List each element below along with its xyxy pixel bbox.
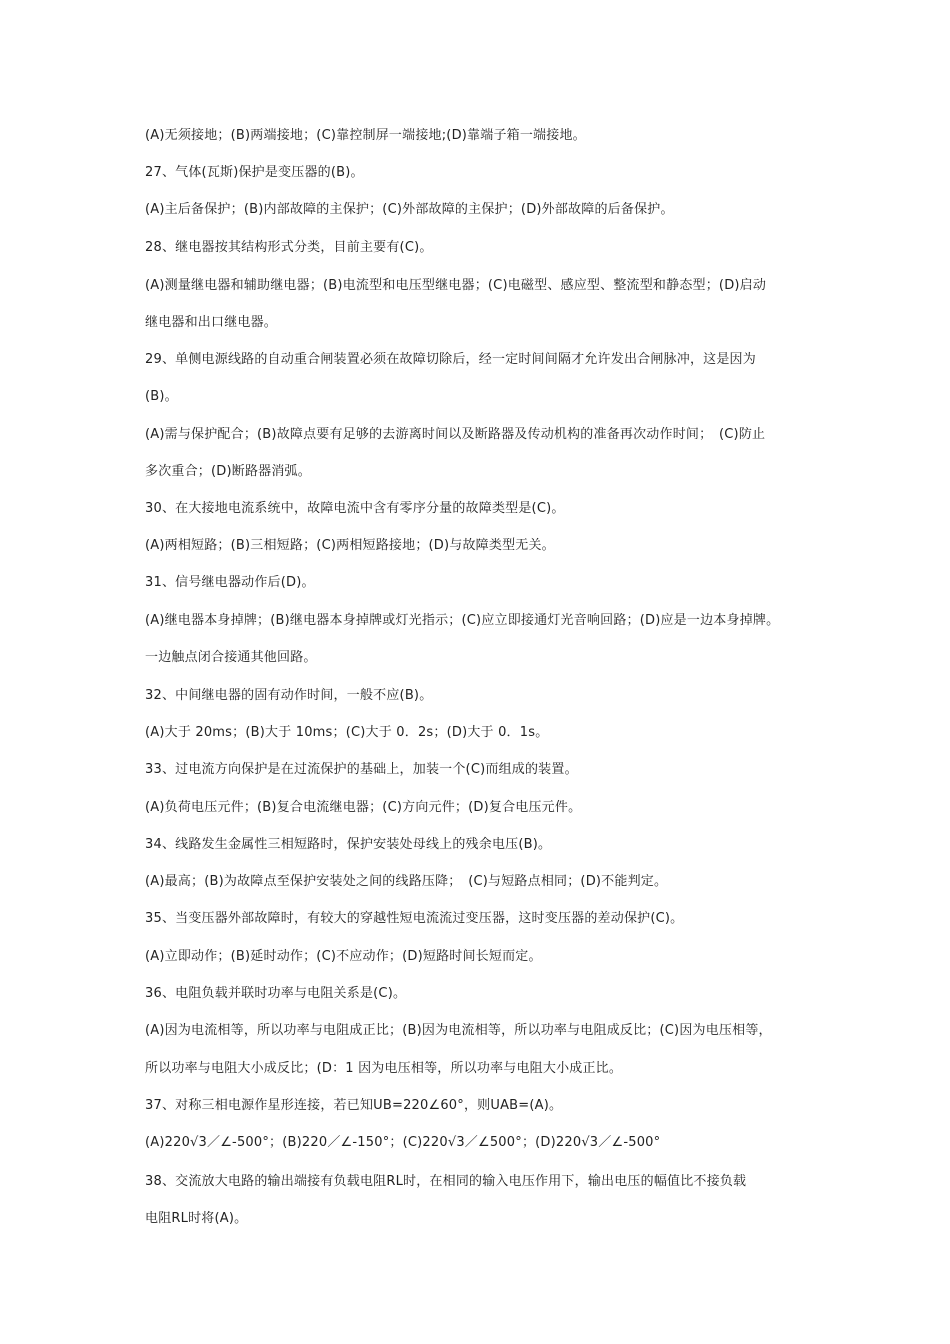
question-29: 29、单侧电源线路的自动重合闸装置必须在故障切除后，经一定时间间隔才允许发出合闸脉冲，这是因为 bbox=[145, 352, 756, 367]
question-28: 28、继电器按其结构形式分类，目前主要有(C)。 bbox=[145, 240, 433, 255]
question-34: 34、线路发生金属性三相短路时，保护安装处母线上的残余电压(B)。 bbox=[145, 837, 552, 852]
options-37: (A)220√3／∠-500°；(B)220／∠-150°；(C)220√3／∠500°；(D)220√3／∠-500° bbox=[145, 1135, 661, 1150]
text-line: (A)无须接地；(B)两端接地；(C)靠控制屏一端接地;(D)靠端子箱一端接地。 bbox=[145, 128, 586, 143]
options-29-cont: 多次重合；(D)断路器消弧。 bbox=[145, 464, 311, 479]
question-38: 38、交流放大电路的输出端接有负载电阻RL时，在相同的输入电压作用下，输出电压的幅值比不接负载 bbox=[145, 1174, 747, 1189]
question-30: 30、在大接地电流系统中，故障电流中含有零序分量的故障类型是(C)。 bbox=[145, 501, 565, 516]
options-28: (A)测量继电器和辅助继电器；(B)电流型和电压型继电器；(C)电磁型、感应型、整流型和静态型；(D)启动 bbox=[145, 278, 767, 293]
question-33: 33、过电流方向保护是在过流保护的基础上，加装一个(C)而组成的装置。 bbox=[145, 762, 578, 777]
options-32: (A)大于 20ms；(B)大于 10ms；(C)大于 0．2s；(D)大于 0．1s。 bbox=[145, 725, 549, 740]
options-30: (A)两相短路；(B)三相短路；(C)两相短路接地；(D)与故障类型无关。 bbox=[145, 538, 555, 553]
question-32: 32、中间继电器的固有动作时间，一般不应(B)。 bbox=[145, 688, 433, 703]
options-35: (A)立即动作；(B)延时动作；(C)不应动作；(D)短路时间长短而定。 bbox=[145, 949, 542, 964]
options-33: (A)负荷电压元件；(B)复合电流继电器；(C)方向元件；(D)复合电压元件。 bbox=[145, 800, 582, 815]
options-28-cont: 继电器和出口继电器。 bbox=[145, 315, 278, 330]
options-34: (A)最高；(B)为故障点至保护安装处之间的线路压降； (C)与短路点相同；(D)不能判定。 bbox=[145, 874, 668, 889]
options-29: (A)需与保护配合；(B)故障点要有足够的去游离时间以及断路器及传动机构的准备再次动作时间； (C)防止 bbox=[145, 427, 766, 442]
question-31: 31、信号继电器动作后(D)。 bbox=[145, 575, 315, 590]
question-38-cont: 电阻RL时将(A)。 bbox=[145, 1211, 248, 1226]
options-31: (A)继电器本身掉牌；(B)继电器本身掉牌或灯光指示；(C)应立即接通灯光音响回路；(D)应是一边本身掉牌。 bbox=[145, 613, 780, 628]
options-27: (A)主后备保护；(B)内部故障的主保护；(C)外部故障的主保护；(D)外部故障的后备保护。 bbox=[145, 202, 674, 217]
question-29-cont: (B)。 bbox=[145, 389, 178, 404]
options-36: (A)因为电流相等，所以功率与电阻成正比；(B)因为电流相等，所以功率与电阻成反比；(C)因为电压相等， bbox=[145, 1023, 772, 1038]
question-27: 27、气体(瓦斯)保护是变压器的(B)。 bbox=[145, 165, 364, 180]
question-37: 37、对称三相电源作星形连接，若已知UB=220∠60°，则UAB=(A)。 bbox=[145, 1098, 563, 1113]
options-31-cont: 一边触点闭合接通其他回路。 bbox=[145, 650, 317, 665]
question-36: 36、电阻负载并联时功率与电阻关系是(C)。 bbox=[145, 986, 407, 1001]
options-36-cont: 所以功率与电阻大小成反比；(D：1 因为电压相等，所以功率与电阻大小成正比。 bbox=[145, 1061, 623, 1076]
question-35: 35、当变压器外部故障时，有较大的穿越性短电流流过变压器，这时变压器的差动保护(C)。 bbox=[145, 911, 684, 926]
